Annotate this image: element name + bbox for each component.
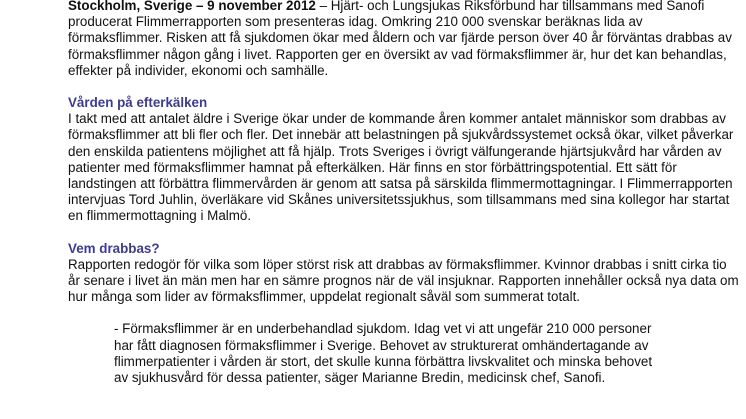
intro-paragraph [68, 0, 740, 79]
quote-paragraph: - Förmaksflimmer är en underbehandlad sjukdom. Idag vet vi att ungefär 210 000 personer har fått diagnosen förmaksflimmer i Sverige. Behovet av strukturerat omhändertagande av flimmerpatienter i vården är stort, det skulle kunna förbättra livskvalitet och minska behovet av sjukhusvård för dessa patienter, säger Marianne Bredin, medicinsk chef, Sanofi. [114, 321, 653, 386]
section-heading-varden: Vården på efterkälken [68, 95, 208, 111]
section-heading-vem-drabbas: Vem drabbas? [68, 240, 160, 256]
intro-text: – Hjärt- och Lungsjukas Riksförbund har tillsammans med Sanofi producerat Flimmerrapporten som presenteras idag. Omkring 210 000 svenskar beräknas lida av förmaksflimmer. Risken att få sjukdomen ökar med åldern och var fjärde person över 40 år förväntas drabbas av förmaksflimmer någon gång i livet. Rapporten ger en översikt av vad förmaksflimmer är, hur det kan behandlas, effekter på individer, ekonomi och samhälle. [68, 0, 732, 78]
section-paragraph-varden: I takt med att antalet äldre i Sverige ökar under de kommande åren kommer antalet människor som drabbas av förmaksflimmer att bli fler och fler. Det innebär att belastningen på sjukvårdssystemet också ökar, vilket påverkar den enskilda patientens möjlighet att få hjälp. Trots Sveriges i övrigt välfungerande hjärtsjukvård har vården av patienter med förmaksflimmer hamnat på efterkälken. Här finns en stor förbättringspotential. Ett sätt för landstingen att förbättra flimmervården är genom att satsa på särskilda flimmermottagningar. I Flimmerrapporten intervjuas Tord Juhlin, överläkare vid Skånes universitetssjukhus, som tillsammans med sina kollegor har startat en flimmermottagning i Malmö. [68, 111, 734, 224]
dateline: Stockholm, Sverige – 9 november 2012 [68, 0, 316, 13]
press-release-page [68, 0, 740, 386]
section-paragraph-vem-drabbas: Rapporten redogör för vilka som löper störst risk att drabbas av förmaksflimmer. Kvinnor drabbas i snitt cirka tio år senare i livet än män men har en sämre prognos när de väl insjuknar. Rapporten innehåller också nya data om hur många som lider av förmaksflimmer, uppdelat regionalt såväl som summerat totalt. [68, 256, 739, 305]
